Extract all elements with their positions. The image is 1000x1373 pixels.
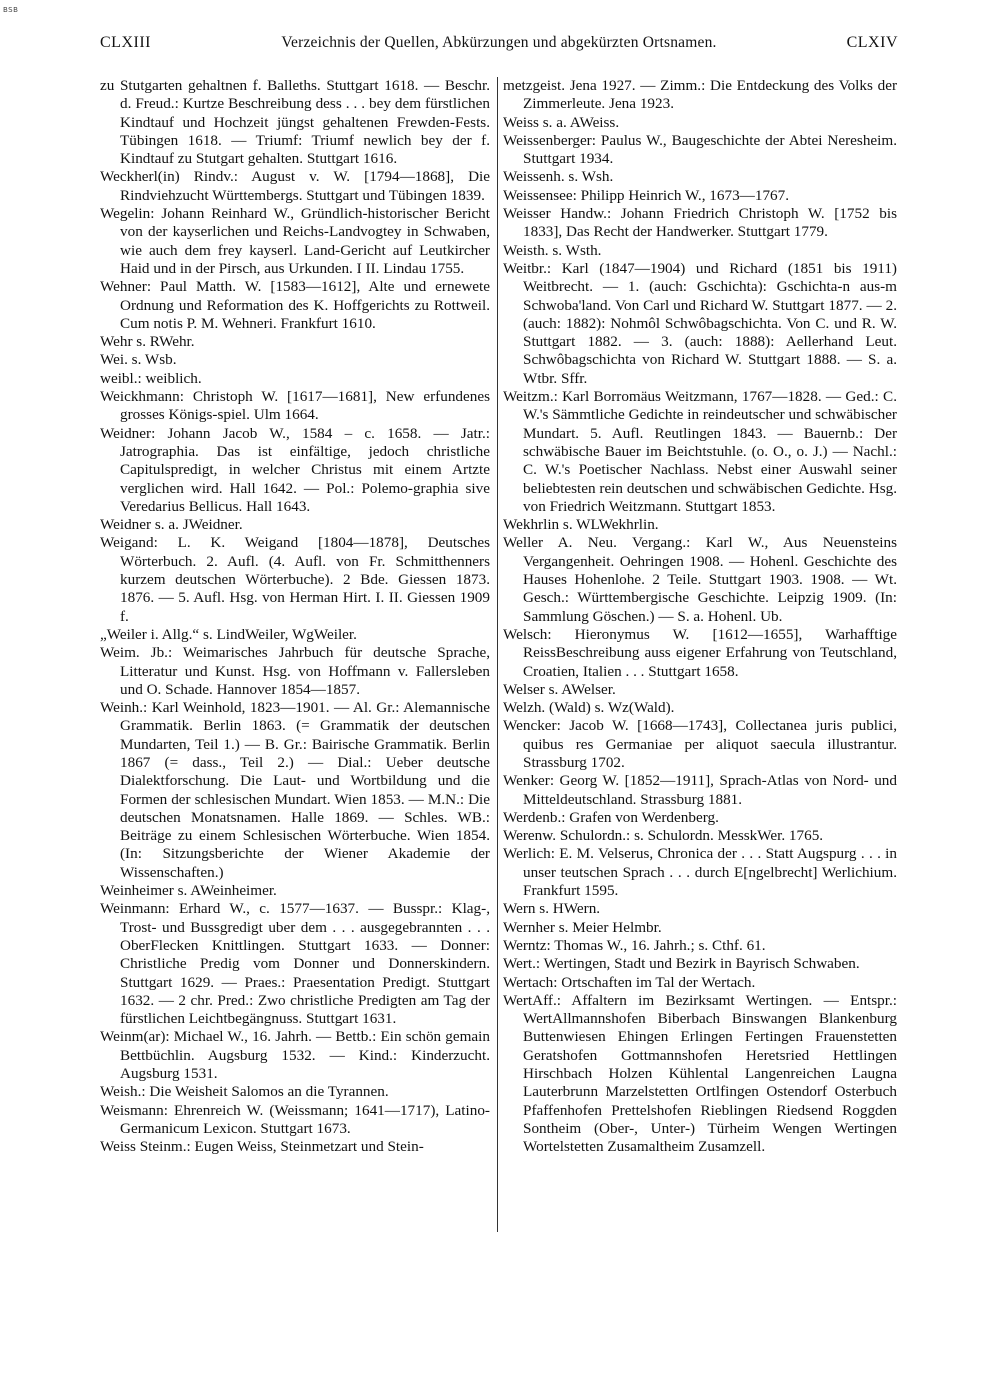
right-column [503,77,897,1157]
dictionary-entry: Welzh. (Wald) s. Wz(Wald). [503,699,675,717]
dictionary-entry: Weigand: L. K. Weigand [1804—1878], Deutsches Wörterbuch. 2. Aufl. (4. Aufl. von Fr. Schmitthenners kurzem deutschen Wörterbuche). 2 Bde. Giessen 1873. 1876. — 5. Aufl. Hsg. von Herman Hirt. I. II. Giessen 1909 f. [100,534,490,625]
dictionary-entry: Wekhrlin s. WLWekhrlin. [503,516,659,534]
dictionary-entry: Werlich: E. M. Velserus, Chronica der . . . Statt Augspurg . . . in unser teutschen Sprach . . . durch E[ngelbrecht] Werlichium. Frankfurt 1595. [503,845,897,900]
dictionary-entry: Weller A. Neu. Vergang.: Karl W., Aus Neuensteins Vergangenheit. Oehringen 1908. — Hohenl. Geschichte des Hauses Hohenlohe. 2 Teile. Stuttgart 1903. 1908. — Wt. Gesch.: Württembergische Geschichte. Leipzig 1909. (In: Sammlung Göschen.) — S. a. Hohenl. Ub. [503,534,897,625]
dictionary-entry: Wenker: Georg W. [1852—1911], Sprach-Atlas von Nord- und Mitteldeutschland. Strassburg 1881. [503,772,897,808]
dictionary-entry: WertAff.: Affaltern im Bezirksamt Wertingen. — Entspr.: WertAllmannshofen Biberbach Binswangen Blankenburg Buttenwiesen Ehingen Erlingen Fertingen Frauenstetten Geratshofen Gottmannshofen Heretsried Hettlingen Hirschbach Holzen Kühlental Langenreichen Laugna Lauterbrunn Marzelstetten Ortlfingen Ostendorf Osterbuch Pfaffenhofen Prettelshofen Rieblingen Riedsend Roggden Sontheim (Ober-, Unter-) Türheim Wengen Wertingen Wortelstetten Zusamaltheim Zusamzell. [503,991,897,1156]
dictionary-entry: Wern s. HWern. [503,900,601,918]
dictionary-entry: Wei. s. Wsb. [100,351,177,369]
page-header [100,34,898,58]
dictionary-entry: Wert.: Wertingen, Stadt und Bezirk in Bayrisch Schwaben. [503,955,860,973]
library-stamp: BSB [3,6,19,14]
running-title: Verzeichnis der Quellen, Abkürzungen und abgekürzten Ortsnamen. [281,34,717,51]
dictionary-entry: Weickhmann: Christoph W. [1617—1681], New erfundenes grosses Königs-spiel. Ulm 1664. [100,388,490,424]
right-page-number: CLXIV [846,34,898,51]
dictionary-entry: Welsch: Hieronymus W. [1612—1655], Warhafftige ReissBeschreibung auss eigener Erfahrung von Teutschland, Croatien, Italien . . . Stuttgart 1658. [503,625,897,680]
dictionary-entry: Werntz: Thomas W., 16. Jahrh.; s. Cthf. 61. [503,936,766,954]
dictionary-entry: Weckherl(in) Rindv.: August v. W. [1794—1868], Die Rindviehzucht Württembergs. Stuttgart und Tübingen 1839. [100,168,490,204]
dictionary-entry: Weissenberger: Paulus W., Baugeschichte der Abtei Neresheim. Stuttgart 1934. [503,131,897,168]
dictionary-entry: Weissenh. s. Wsh. [503,168,614,186]
dictionary-entry: Weinm(ar): Michael W., 16. Jahrh. — Bettb.: Ein schön gemain Bettbüchlin. Augsburg 1532. — Kind.: Kinderzucht. Augsburg 1531. [100,1028,490,1083]
dictionary-entry: Wertach: Ortschaften im Tal der Wertach. [503,973,756,991]
dictionary-entry: metzgeist. Jena 1927. — Zimm.: Die Entdeckung des Volks der Zimmerleute. Jena 1923. [503,77,897,113]
left-column [100,77,490,1157]
dictionary-entry: Weissensee: Philipp Heinrich W., 1673—1767. [503,186,790,204]
left-page-number: CLXIII [100,34,151,51]
dictionary-entry: Weish.: Die Weisheit Salomos an die Tyrannen. [100,1083,389,1101]
dictionary-entry: Weisser Handw.: Johann Friedrich Christoph W. [1752 bis 1833], Das Recht der Handwerker. Stuttgart 1779. [503,205,897,241]
dictionary-entry: Weitbr.: Karl (1847—1904) und Richard (1851 bis 1911) Weitbrecht. — 1. (auch: Gschichta): Gschichta-n aus-m Schwoba'land. Von Carl und Richard W. Stuttgart 1877. — 2. (auch: 1882): Nohmôl Schwôbagschichta. Von C. und R. W. Stuttgart 1882. — 3. (auch: 1888): Aellerhand Leut. Schwôbagschichta von Richard W. Stuttgart 1888. — S. a. Wtbr. Sffr. [503,259,897,387]
dictionary-entry: weibl.: weiblich. [100,369,202,387]
dictionary-entry: Werdenb.: Grafen von Werdenberg. [503,808,719,826]
dictionary-entry: „Weiler i. Allg.“ s. LindWeiler, WgWeiler. [100,625,357,643]
dictionary-entry: Weinheimer s. AWeinheimer. [100,882,277,900]
dictionary-entry: Weiss s. a. AWeiss. [503,113,620,131]
dictionary-entry: Weismann: Ehrenreich W. (Weissmann; 1641—1717), Latino-Germanicum Lexicon. Stuttgart 1673. [100,1101,490,1137]
dictionary-entry: Wencker: Jacob W. [1668—1743], Collectanea juris publici, quibus res Germaniae per aliquot saecula illustrantur. Strassburg 1702. [503,717,897,771]
column-divider [497,77,498,1232]
dictionary-entry: Weinmann: Erhard W., c. 1577—1637. — Busspr.: Klag-, Trost- und Bussgredigt uber dem . . . ausgegebrannten . . . OberFlecken Knittlingen. Stuttgart 1633. — Donner: Christliche Predig vom Donner und Donnerskindern. Stuttgart 1629. — Praes.: Praesentation Predigt. Stuttgart 1632. — 2 chr. Pred.: Zwo christliche Predigten am Tag der fürstlichen Leichtbegängnuss. Stuttgart 1631. [100,900,490,1028]
dictionary-entry: Wegelin: Johann Reinhard W., Gründlich-historischer Bericht von der kayserlichen und Reichs-Landvogtey in Schwaben, wie auch dem frey kayserl. Land-Gericht auf Leutkircher Haid und in der Pirsch, aus Urkunden. I II. Lindau 1755. [100,205,490,277]
dictionary-entry: Weim. Jb.: Weimarisches Jahrbuch für deutsche Sprache, Litteratur und Kunst. Hsg. von Hoffmann v. Fallersleben und O. Schade. Hannover 1854—1857. [100,644,490,698]
dictionary-entry: Weidner: Johann Jacob W., 1584 – c. 1658. — Jatr.: Jatrographia. Das ist einfältige, jedoch christliche Capitulspredigt, in welcher Christus mit einem Artzte verglichen wird. Hall 1642. — Pol.: Polemo-graphia sive Veredarius Bellicus. Hall 1643. [100,424,490,515]
dictionary-entry: Weiss Steinm.: Eugen Weiss, Steinmetzart und Stein- [100,1138,424,1156]
dictionary-entry: zu Stutgarten gehaltnen f. Balleths. Stuttgart 1618. — Beschr. d. Freud.: Kurtze Beschreibung dess . . . bey dem fürstlichen Kindtauf und Hochzeit jüngst gehaltenen Frewden-Fests. Tübingen 1618. — Triumf: Triumf newlich bey der f. Kindtauf zu Stutgart gehalten. Stuttgart 1616. [100,77,490,168]
dictionary-entry: Weinh.: Karl Weinhold, 1823—1901. — Al. Gr.: Alemannische Grammatik. Berlin 1863. (= Grammatik der deutschen Mundarten, Teil 1.) — B. Gr.: Bairische Grammatik. Berlin 1867 (= dass., Teil 2.) — Dial.: Ueber deutsche Dialektforschung. Die Laut- und Wortbildung und die Formen der schlesischen Mundart. Wien 1853. — M.N.: Die deutschen Monatsnamen. Halle 1869. — Schles. WB.: Beiträge zu einem Schlesischen Wörterbuche. Wien 1854. (In: Sitzungsberichte der Wiener Akademie der Wissenschaften.) [100,699,490,881]
dictionary-entry: Wehner: Paul Matth. W. [1583—1612], Alte und ernewete Ordnung und Reformation des K. Hoffgerichts zu Rottweil. Cum notis P. M. Wehneri. Frankfurt 1610. [100,278,490,332]
dictionary-entry: Wernher s. Meier Helmbr. [503,918,662,936]
dictionary-entry: Welser s. AWelser. [503,680,616,698]
dictionary-entry: Weisth. s. Wsth. [503,241,602,259]
dictionary-entry: Werenw. Schulordn.: s. Schulordn. MesskWer. 1765. [503,827,824,845]
dictionary-entry: Weitzm.: Karl Borromäus Weitzmann, 1767—1828. — Ged.: C. W.'s Sämmtliche Gedichte in reindeutscher und schwäbischer Mundart. 5. Aufl. Reutlingen 1843. — Bauernb.: Der schwäbische Bauer im Beichtstuhle. (o. O., o. J.) — Nachl.: C. W.'s Poetischer Nachlass. Nebst einer Auswahl seiner beliebtesten rein deutschen und schwäbischen Gedichte. Hsg. von Friedrich Weitzmann. Stuttgart 1853. [503,388,897,515]
dictionary-entry: Wehr s. RWehr. [100,333,195,351]
dictionary-entry: Weidner s. a. JWeidner. [100,516,243,534]
